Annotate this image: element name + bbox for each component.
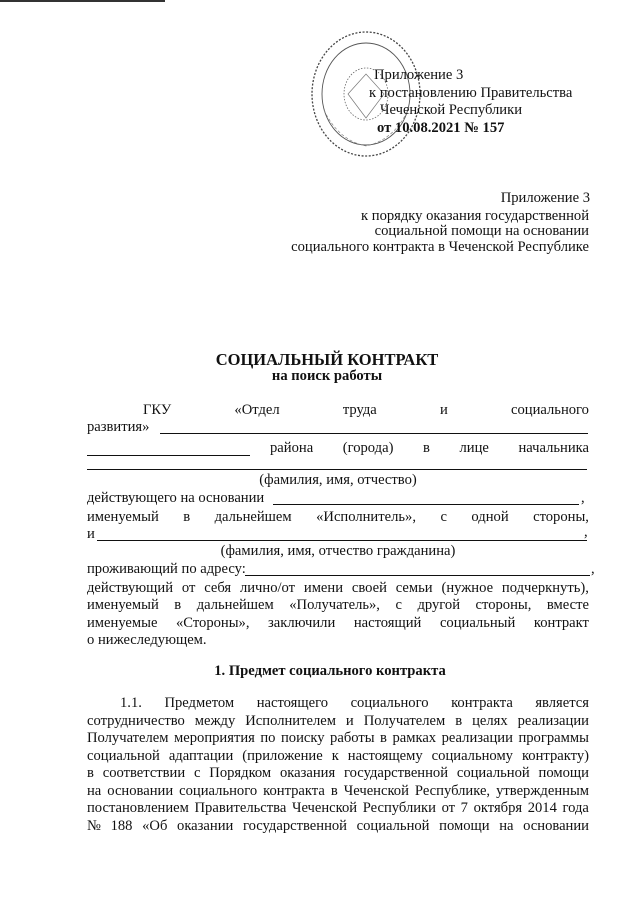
word: «Стороны», [176,615,250,631]
word: 2014 [527,800,557,816]
appendix-line-3: социального контракта в Чеченской Республике [291,239,589,255]
word: именуемые [87,615,158,631]
word: социальному [431,748,513,764]
word: целях [472,713,508,729]
word: оказания [279,765,336,781]
word: мероприятия [174,730,255,746]
word: именуемый [87,509,159,525]
blank-line-organization[interactable] [160,433,588,434]
word: «Отдел [234,402,280,418]
word: социальной [456,765,530,781]
form-row-acting-self [87,580,589,597]
word: одной [471,509,509,525]
word: постановлением [87,800,189,816]
contract-subtitle: на поиск работы [271,368,383,384]
form-row-recipient [87,597,589,614]
word: (города) [342,440,394,456]
word: заключили [268,615,336,631]
word: именуемый [87,597,159,613]
word: в [87,765,94,781]
word: в [423,440,430,456]
word: и [440,402,448,418]
word: «Получатель», [289,597,380,613]
word: имени [303,580,344,596]
comma-mark: , [581,490,585,506]
word: октября [473,800,523,816]
word: «Исполнитель», [316,509,416,525]
paragraph-line [87,748,589,765]
comma-mark: , [584,524,588,540]
appendix-title: Приложение 3 [500,190,590,206]
word: работы [330,730,375,746]
word: с [440,509,447,525]
scan-edge-line [0,0,165,2]
stamp-republic-line: Чеченской Республики [380,102,523,118]
word: социального [511,402,589,418]
word: № [87,818,101,834]
word: района [270,440,314,456]
caption-official-name: (фамилия, имя, отчество) [259,472,417,488]
word: семьи [395,580,433,596]
word: вместе [546,597,589,613]
word: действующий [87,580,174,596]
word: Предметом [164,695,235,711]
word: дальнейшем [196,597,274,613]
paragraph-line [87,730,589,747]
word: утвержденным [496,783,589,799]
form-row-parties [87,615,589,632]
word: социального [350,695,429,711]
word: основании [523,818,589,834]
word: Получателем [87,730,169,746]
paragraph-line [120,695,589,712]
word: в [174,597,182,613]
stamp-date-number: от 10.08.2021 № 157 [377,120,505,136]
word: (нужное [441,580,494,596]
form-row-executor [87,509,589,526]
blank-line-acting-basis[interactable] [273,504,579,505]
word: Чеченской [291,800,358,816]
word: 1.1. [120,695,142,711]
word: является [535,695,589,711]
word: социальный [439,615,516,631]
comma-mark: , [591,561,595,577]
paragraph-line [87,800,589,817]
word: поиску [280,730,325,746]
paragraph-line [87,818,589,835]
word: программы [518,730,589,746]
word: от [441,800,456,816]
form-row-district [270,440,589,457]
form-acting-basis-label: действующего на основании [87,490,265,506]
blank-line-citizen-name[interactable] [97,540,587,541]
section-1-heading: 1. Предмет социального контракта [214,663,446,679]
word: стороны, [475,597,532,613]
word: подчеркнуть), [501,580,589,596]
appendix-line-1: к порядку оказания государственной [361,208,589,224]
word: 188 [110,818,133,834]
word: государственной [242,818,347,834]
word: государственной [344,765,449,781]
form-row-organization [143,402,589,419]
form-and-label: и [87,526,95,542]
blank-line-address[interactable] [245,575,590,576]
word: оказании [177,818,234,834]
word: социального [179,783,258,799]
word: между [194,713,236,729]
form-following-text: о нижеследующем. [87,632,207,648]
word: социальной [356,818,430,834]
word: в [183,509,191,525]
word: года [562,800,589,816]
word: дальнейшем [214,509,292,525]
word: 7 [460,800,468,816]
word: соответствии [102,765,186,781]
blank-line-official-name[interactable] [87,469,587,470]
word: сотрудничество [87,713,185,729]
word: ГКУ [143,402,172,418]
word: помощи [538,765,589,781]
word: «Об [142,818,168,834]
word: лице [459,440,489,456]
word: себя [204,580,232,596]
word: Республике, [414,783,491,799]
word: контракту) [521,748,589,764]
paragraph-line [87,765,589,782]
word: на [87,783,102,799]
word: и [345,713,354,729]
stamp-resolution-line: к постановлению Правительства [369,85,573,101]
caption-citizen-name: (фамилия, имя, отчество гражданина) [220,543,456,559]
word: контракта [451,695,513,711]
word: с [194,765,201,781]
word: в [380,730,387,746]
word: Получателем [363,713,446,729]
word: реализации [517,713,589,729]
stamp-appendix-title: Приложение 3 [374,67,464,83]
word: настоящему [347,748,423,764]
word: Чеченской [343,783,409,799]
word: социальной [87,748,160,764]
word: основании [107,783,174,799]
word: лично/от [239,580,296,596]
word: труда [342,402,377,418]
paragraph-line [87,713,589,730]
word: Исполнителем [245,713,336,729]
form-development-label: развития» [87,419,150,435]
word: (приложение [242,748,323,764]
word: рамках [392,730,437,746]
word: стороны, [533,509,589,525]
word: своей [351,580,387,596]
paragraph-line [87,783,589,800]
word: контракта [263,783,325,799]
word: другой [417,597,461,613]
blank-line-district[interactable] [87,455,250,456]
word: Порядком [209,765,272,781]
word: настоящего [256,695,329,711]
word: к [331,748,339,764]
word: начальника [518,440,589,456]
contract-title: СОЦИАЛЬНЫЙ КОНТРАКТ [215,350,439,369]
word: в [330,783,338,799]
word: реализации [441,730,513,746]
word: с [395,597,402,613]
word: Правительства [194,800,287,816]
word: адаптации [168,748,234,764]
word: в [455,713,463,729]
word: по [260,730,276,746]
word: Республики [362,800,436,816]
word: на [499,818,514,834]
word: настоящий [353,615,422,631]
word: от [181,580,196,596]
word: помощи [439,818,490,834]
form-address-label: проживающий по адресу: [87,561,246,577]
appendix-line-2: социальной помощи на основании [374,223,589,239]
word: контракт [533,615,589,631]
